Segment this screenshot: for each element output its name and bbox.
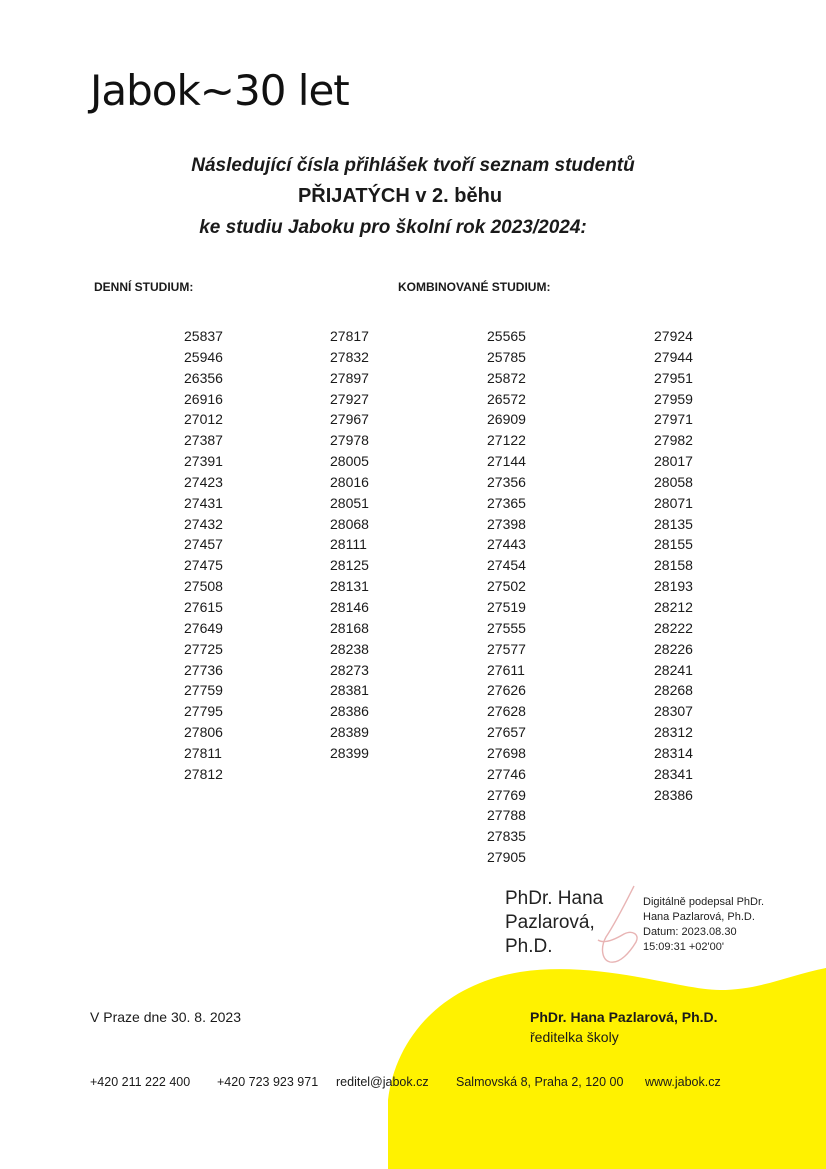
application-number: 25946 [184, 348, 223, 365]
application-number: 27611 [487, 661, 525, 678]
application-number: 27835 [487, 828, 526, 845]
application-number: 27788 [487, 807, 526, 824]
footer-phone-2: +420 723 923 971 [217, 1075, 319, 1089]
application-number: 28241 [654, 661, 693, 678]
logo: Jabok~30 let [90, 66, 349, 115]
section-label-kombinovane: KOMBINOVANÉ STUDIUM: [398, 280, 551, 294]
application-number: 27457 [184, 536, 223, 553]
heading-line-3: ke studiu Jaboku pro školní rok 2023/2024: [199, 217, 587, 238]
application-number: 28125 [330, 557, 369, 574]
application-number: 27817 [330, 328, 369, 344]
application-number: 27971 [654, 411, 693, 428]
heading-line-1: Následující čísla přihlášek tvoří seznam studentů [191, 155, 635, 176]
application-number: 28238 [330, 640, 369, 657]
application-number: 27519 [487, 598, 526, 615]
application-number: 27454 [487, 557, 526, 574]
application-number: 28314 [654, 744, 693, 761]
application-number: 27144 [487, 453, 526, 470]
application-number: 28131 [330, 578, 369, 595]
application-number: 28226 [654, 640, 693, 657]
application-number: 27769 [487, 786, 526, 803]
application-number: 28016 [330, 473, 369, 490]
section-label-denni: DENNÍ STUDIUM: [94, 280, 194, 294]
application-number: 28068 [330, 515, 369, 532]
application-number: 27982 [654, 432, 693, 449]
application-number: 28273 [330, 661, 369, 678]
kombinovane-column-1 [487, 326, 526, 868]
application-number: 27626 [487, 682, 526, 699]
application-number: 27423 [184, 473, 223, 490]
application-number: 28268 [654, 682, 693, 699]
application-number: 26572 [487, 390, 526, 407]
application-number: 28051 [330, 494, 369, 511]
director-name: PhDr. Hana Pazlarová, Ph.D. [530, 1009, 718, 1025]
application-number: 28135 [654, 515, 693, 532]
application-number: 27698 [487, 744, 526, 761]
application-number: 28341 [654, 765, 693, 782]
application-number: 27924 [654, 328, 693, 344]
director-title: ředitelka školy [530, 1029, 619, 1045]
application-number: 28017 [654, 453, 693, 470]
heading-line-2: PŘIJATÝCH v 2. běhu [297, 185, 503, 207]
application-number: 27959 [654, 390, 693, 407]
kombinovane-column-2 [654, 326, 693, 805]
application-number: 28146 [330, 598, 369, 615]
application-number: 28399 [330, 744, 369, 761]
signature-detail-line: Digitálně podepsal PhDr. [643, 896, 765, 908]
application-number: 27927 [330, 390, 369, 407]
application-number: 26916 [184, 390, 223, 407]
footer-email-link[interactable]: reditel@jabok.cz [336, 1075, 429, 1089]
application-number: 27649 [184, 619, 223, 636]
application-number: 27897 [330, 369, 369, 386]
application-number: 27365 [487, 494, 526, 511]
application-number: 28222 [654, 619, 693, 636]
application-number: 28193 [654, 578, 693, 595]
application-number: 27967 [330, 411, 369, 428]
application-number: 28212 [654, 598, 693, 615]
application-number: 28307 [654, 703, 693, 720]
application-number: 28111 [330, 536, 367, 553]
application-number: 27502 [487, 578, 526, 595]
application-number: 28058 [654, 473, 693, 490]
application-number: 27122 [487, 432, 526, 449]
application-number: 27905 [487, 849, 526, 866]
signature-detail-line: Datum: 2023.08.30 [643, 926, 737, 938]
application-number: 27736 [184, 661, 223, 678]
application-number: 27391 [184, 453, 223, 470]
application-number: 27012 [184, 411, 223, 428]
denni-column-1 [184, 326, 223, 785]
footer-phone-1: +420 211 222 400 [90, 1075, 191, 1089]
application-number: 25565 [487, 328, 526, 344]
application-number: 28158 [654, 557, 693, 574]
application-number: 28168 [330, 619, 369, 636]
application-number: 28381 [330, 682, 369, 699]
application-number: 27387 [184, 432, 223, 449]
application-number: 27806 [184, 724, 223, 741]
footer-address: Salmovská 8, Praha 2, 120 00 [456, 1075, 624, 1089]
application-number: 28386 [654, 786, 693, 803]
signature-name: PhDr. Hana Pazlarová, Ph.D. [505, 888, 604, 957]
application-number: 27795 [184, 703, 223, 720]
application-number: 25785 [487, 348, 526, 365]
signature-detail-line: Hana Pazlarová, Ph.D. [643, 911, 755, 923]
application-number: 27615 [184, 598, 223, 615]
application-number: 27628 [487, 703, 526, 720]
application-number: 27759 [184, 682, 223, 699]
application-number: 27432 [184, 515, 223, 532]
application-number: 25872 [487, 369, 526, 386]
application-number: 27657 [487, 724, 526, 741]
place-date: V Praze dne 30. 8. 2023 [90, 1009, 241, 1025]
signature-details [643, 895, 793, 955]
application-number: 27812 [184, 765, 223, 782]
application-number: 27811 [184, 744, 222, 761]
application-number: 28071 [654, 494, 693, 511]
application-number: 27725 [184, 640, 223, 657]
signature-mark [596, 882, 646, 967]
signature-detail-line: 15:09:31 +02'00' [643, 941, 724, 953]
application-number: 25837 [184, 328, 223, 344]
application-number: 27475 [184, 557, 223, 574]
application-number: 26356 [184, 369, 223, 386]
denni-column-2 [330, 326, 369, 764]
application-number: 28312 [654, 724, 693, 741]
application-number: 28155 [654, 536, 693, 553]
application-number: 27944 [654, 348, 693, 365]
application-number: 28005 [330, 453, 369, 470]
application-number: 28389 [330, 724, 369, 741]
application-number: 27398 [487, 515, 526, 532]
application-number: 27555 [487, 619, 526, 636]
application-number: 27746 [487, 765, 526, 782]
application-number: 27443 [487, 536, 526, 553]
application-number: 27356 [487, 473, 526, 490]
application-number: 28386 [330, 703, 369, 720]
application-number: 27577 [487, 640, 526, 657]
application-number: 27508 [184, 578, 223, 595]
application-number: 27832 [330, 348, 369, 365]
application-number: 27951 [654, 369, 693, 386]
footer-web-link[interactable]: www.jabok.cz [645, 1075, 721, 1089]
application-number: 27431 [184, 494, 223, 511]
application-number: 26909 [487, 411, 526, 428]
application-number: 27978 [330, 432, 369, 449]
